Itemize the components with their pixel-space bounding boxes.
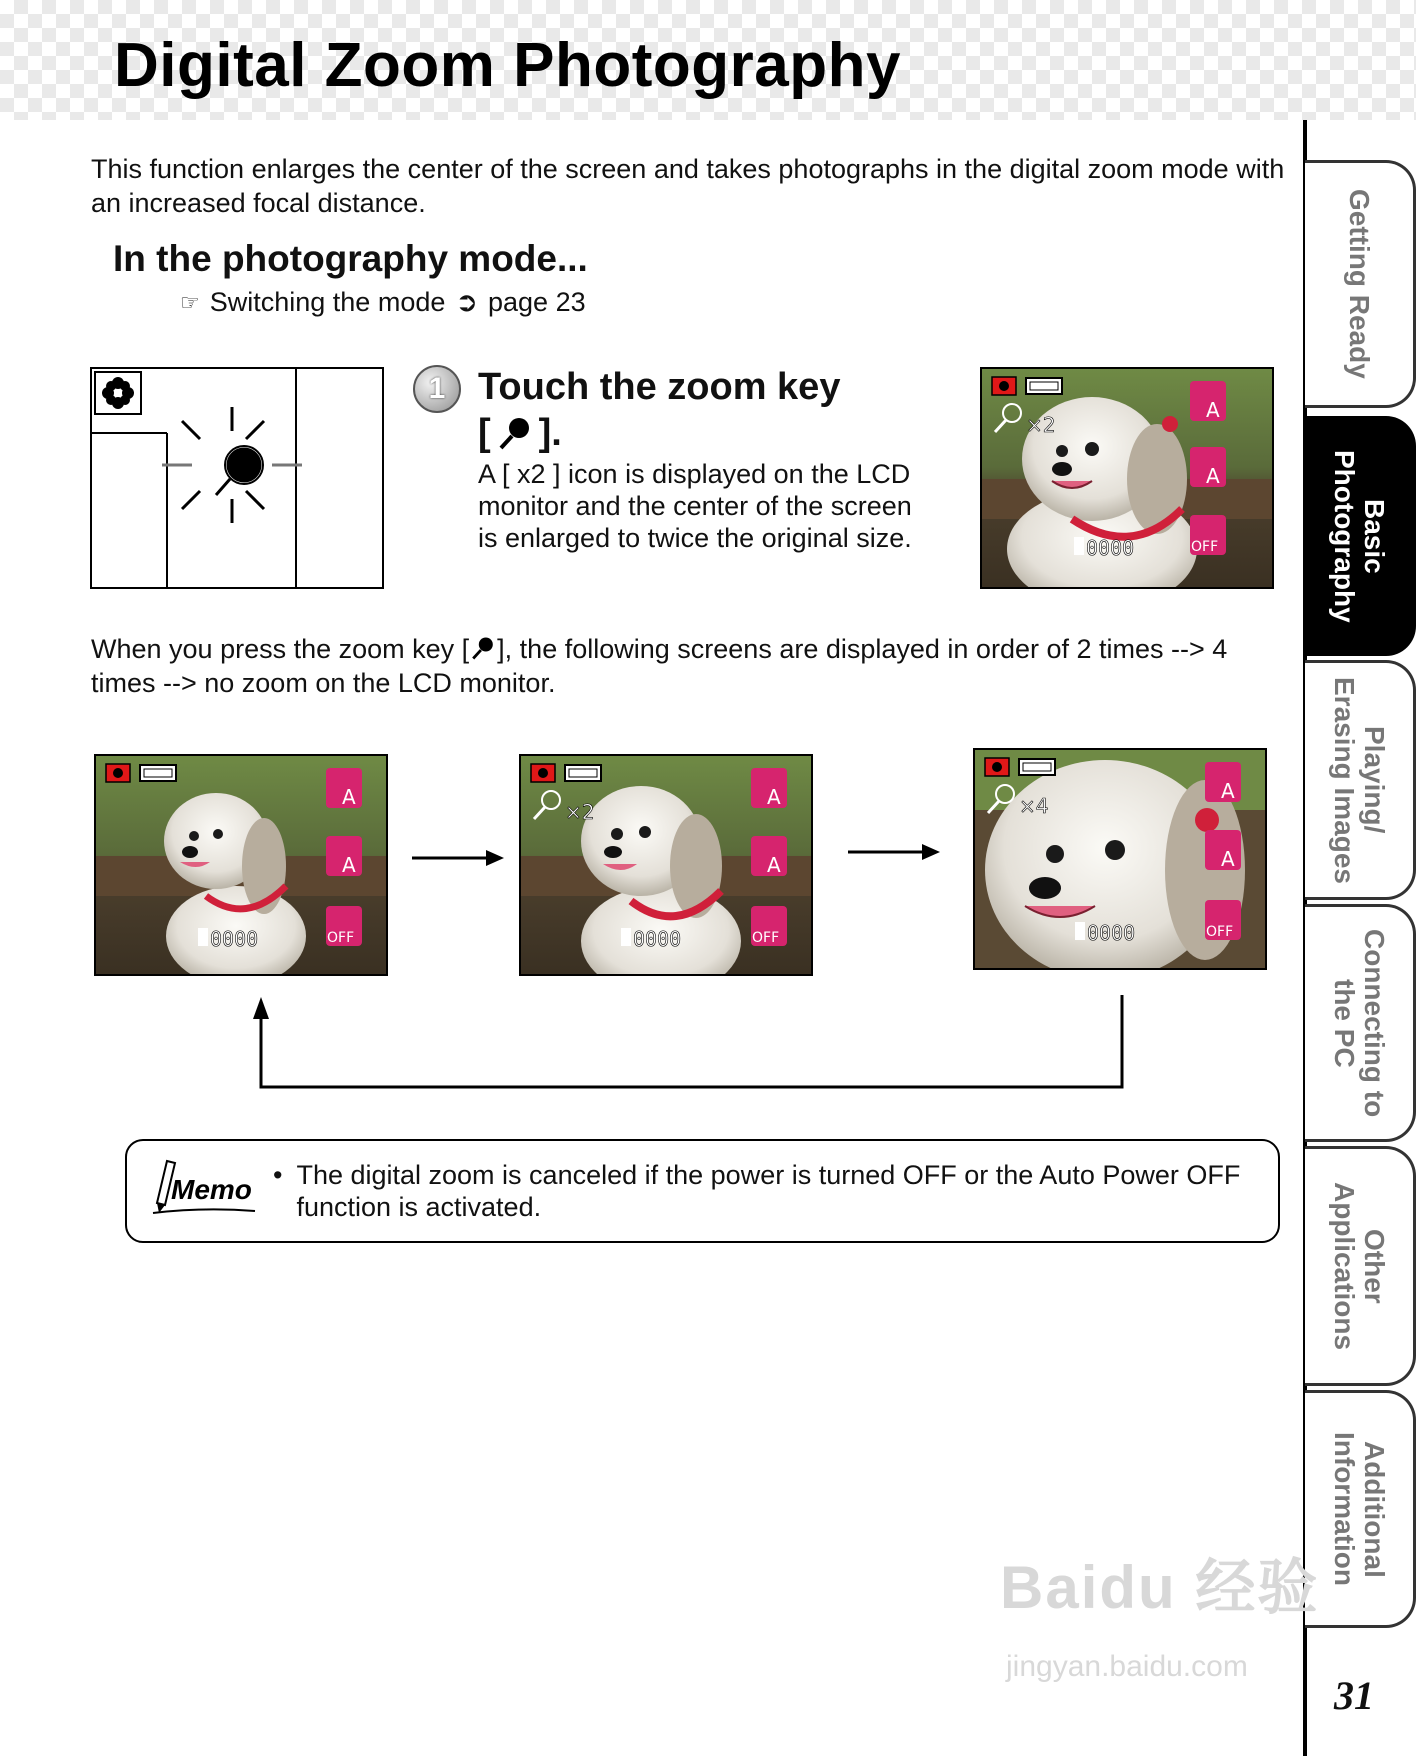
self-timer-icon: [751, 906, 787, 946]
tab-label: Playing/ Erasing Images: [1329, 676, 1390, 884]
page-title: Digital Zoom Photography: [114, 31, 901, 100]
svg-text:A: A: [1221, 779, 1235, 803]
step-title-line: Touch the zoom key: [478, 366, 841, 408]
lcd-screen-zoom-x4: [973, 748, 1267, 970]
scene-mode-icon: [1205, 762, 1241, 803]
loop-back-arrow: [250, 995, 1130, 1090]
page-header: [0, 0, 1416, 120]
tab-other-applications[interactable]: [1305, 1146, 1416, 1386]
page-link-arrow-icon: ➲: [455, 287, 478, 317]
step-description: A [ x2 ] icon is displayed on the LCD monitor and the center of the screen is enlarged to twice the original size.: [478, 459, 912, 553]
flash-icon: [751, 836, 787, 877]
page-number: 31: [1334, 1673, 1374, 1718]
self-timer-icon: [326, 906, 362, 946]
bracket-close: ].: [538, 412, 562, 454]
tab-getting-ready[interactable]: [1305, 160, 1416, 408]
memo-content: [273, 1159, 1253, 1223]
svg-text:OFF: OFF: [752, 930, 780, 946]
reference-text: Switching the mode: [209, 287, 446, 317]
section-subheading: In the photography mode...: [113, 238, 588, 279]
tab-playing-erasing-images[interactable]: [1305, 660, 1416, 900]
scene-mode-icon: [326, 768, 362, 809]
intro-paragraph: This function enlarges the center of the screen and takes photographs in the digital zoom mode with an increased focal distance.: [91, 154, 1285, 218]
battery-icon: [1019, 759, 1055, 775]
reference-page-link[interactable]: page 23: [488, 287, 586, 317]
svg-text:A: A: [342, 853, 356, 877]
svg-text:OFF: OFF: [1191, 539, 1219, 555]
step-title: [478, 364, 958, 456]
watermark-url: jingyan.baidu.com: [1006, 1650, 1248, 1683]
battery-icon: [140, 765, 176, 781]
svg-text:0000: 0000: [210, 927, 259, 951]
scene-mode-icon: [1190, 381, 1226, 422]
tab-label: Basic Photography: [1329, 449, 1390, 623]
zoom-magnifier-icon: [495, 413, 535, 453]
tab-label: Getting Ready: [1344, 189, 1375, 379]
self-timer-icon: [1190, 515, 1226, 555]
zoom-magnifier-icon: [469, 634, 497, 662]
svg-text:0000: 0000: [1087, 921, 1136, 945]
camera-icon: [985, 758, 1009, 776]
tab-additional-information[interactable]: [1305, 1390, 1416, 1628]
lcd-screen-step-x2: [980, 367, 1274, 589]
bracket-open: [: [478, 412, 491, 454]
sequence-text-before: When you press the zoom key [: [91, 634, 470, 664]
zoom-key-diagram: [90, 367, 384, 589]
svg-text:0000: 0000: [1086, 536, 1135, 560]
flash-icon: [326, 836, 362, 877]
svg-text:A: A: [1206, 464, 1220, 488]
scene-mode-icon: [751, 768, 787, 809]
svg-text:OFF: OFF: [327, 930, 355, 946]
memo-bullet: •: [273, 1160, 283, 1190]
svg-text:A: A: [1221, 847, 1235, 871]
zoom-x2-label: ×2: [1026, 413, 1056, 437]
sequence-text-after: ], the following screens are displayed in order of 2 times --> 4 times --> no zoom on the LCD monitor.: [91, 634, 1228, 698]
camera-icon: [992, 377, 1016, 395]
tab-label: Connecting to the PC: [1329, 928, 1390, 1118]
svg-text:OFF: OFF: [1206, 924, 1234, 940]
tab-connecting-to-pc[interactable]: [1305, 904, 1416, 1142]
arrow-right-1: [410, 848, 506, 868]
memo-text: The digital zoom is canceled if the power is turned OFF or the Auto Power OFF function is activated.: [296, 1160, 1241, 1222]
lcd-screen-zoom-x2: [519, 754, 813, 976]
arrow-right-2: [846, 842, 942, 862]
self-timer-icon: [1205, 900, 1241, 940]
tab-label: Other Applications: [1329, 1181, 1390, 1350]
step-title-key: [478, 410, 958, 456]
tab-basic-photography[interactable]: [1305, 416, 1416, 656]
step-number-badge: 1: [413, 365, 461, 413]
battery-icon: [1026, 378, 1062, 394]
camera-icon: [531, 764, 555, 782]
memo-label: Memo: [171, 1174, 252, 1205]
svg-text:A: A: [1206, 398, 1220, 422]
svg-text:A: A: [342, 785, 356, 809]
svg-text:A: A: [767, 853, 781, 877]
lcd-screen-no-zoom: [94, 754, 388, 976]
camera-icon: [106, 764, 130, 782]
tab-label: Additional Information: [1329, 1432, 1390, 1586]
zoom-x2-label: ×2: [565, 800, 595, 824]
memo-box: [125, 1139, 1280, 1243]
svg-text:A: A: [767, 785, 781, 809]
mode-reference: [180, 287, 586, 318]
watermark-brand: Baidu 经验: [1000, 1554, 1320, 1621]
svg-text:0000: 0000: [633, 927, 682, 951]
memo-pencil-icon: [147, 1155, 257, 1221]
zoom-x4-label: ×4: [1019, 794, 1049, 818]
zoom-key-icon: [162, 407, 302, 523]
sequence-paragraph: [91, 632, 1291, 700]
flash-icon: [1190, 447, 1226, 488]
pointing-hand-icon: ☞: [180, 289, 200, 315]
flash-icon: [1205, 830, 1241, 871]
battery-icon: [565, 765, 601, 781]
